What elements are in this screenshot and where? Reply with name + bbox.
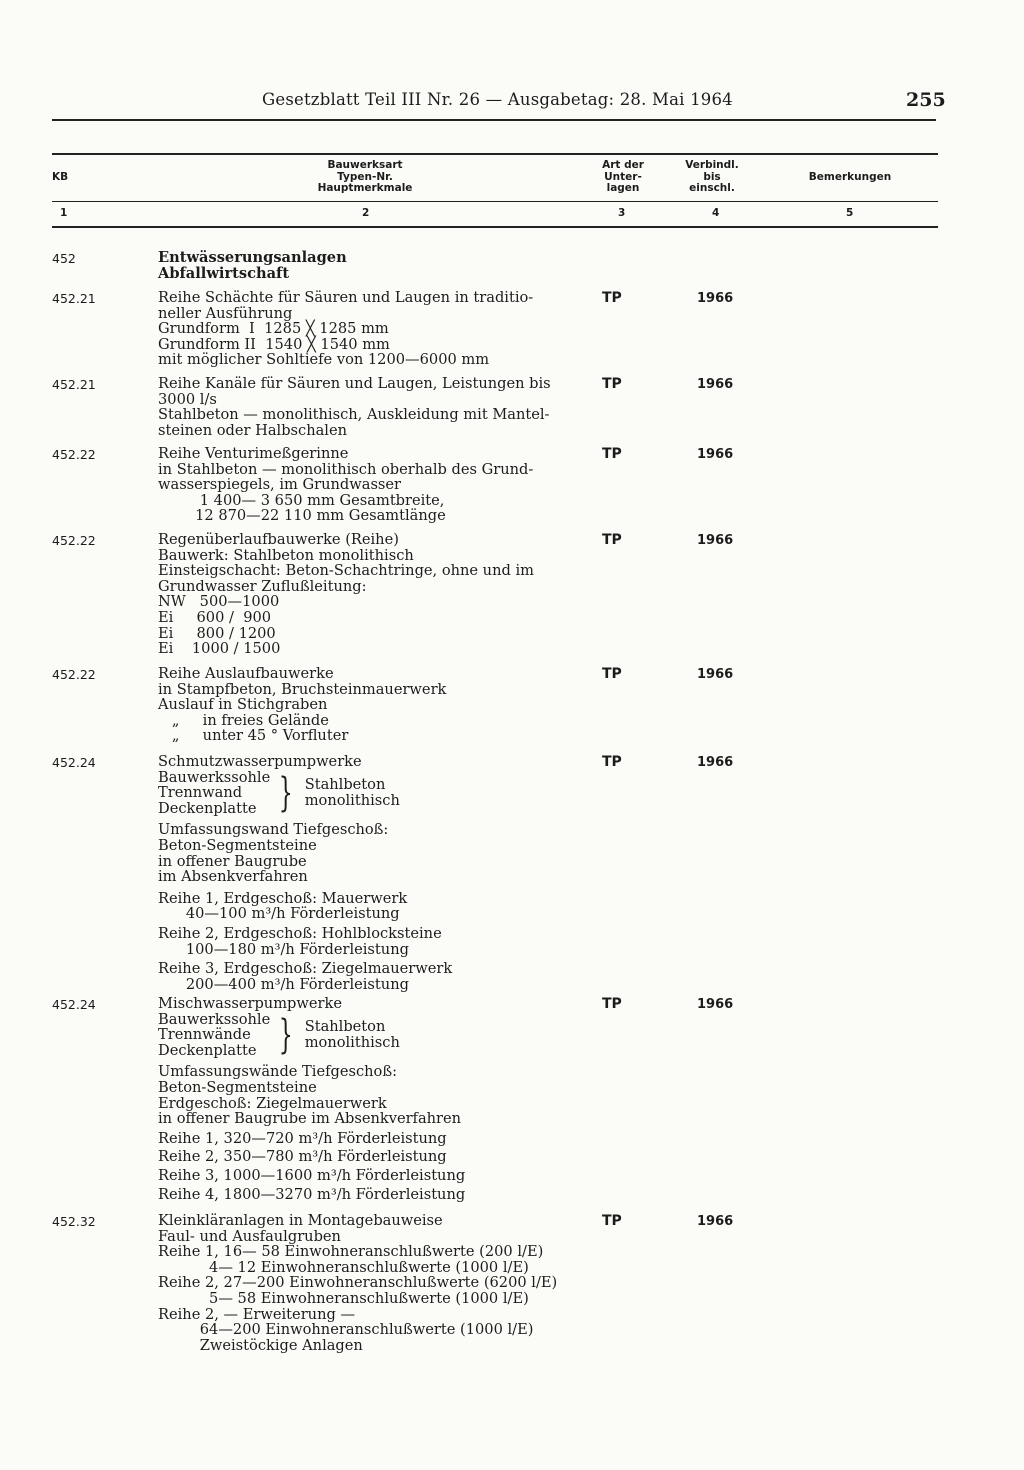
header-rule-bottom (52, 226, 938, 228)
row-description (158, 996, 465, 1202)
column-number-5: 5 (846, 207, 854, 219)
description-line: Umfassungswände Tiefgeschoß: (158, 1063, 397, 1081)
row-description (158, 290, 533, 368)
column-number-3: 3 (618, 207, 626, 219)
component-item: Deckenplatte (158, 799, 257, 817)
material-note-line: Stahlbeton (304, 1018, 386, 1036)
description-line: in Stampfbeton, Bruchsteinmauerwerk (158, 680, 447, 698)
row-kb: 452.22 (52, 447, 96, 462)
description-line: Grundform II 1540 ╳ 1540 mm (158, 335, 390, 353)
row-description (158, 666, 446, 744)
description-line: Kleinkläranlagen in Montagebauweise (158, 1212, 443, 1229)
description-line: Reihe 2, Erdgeschoß: Hohlblocksteine (158, 924, 442, 942)
description-line: Ei 1000 / 1500 (158, 640, 281, 658)
description-line: Reihe 1, 320—720 m³/h Förderleistung (158, 1129, 447, 1147)
description-line: NW 500—1000 (158, 593, 280, 611)
brace-glyph: } (278, 1011, 293, 1058)
material-note-line: monolithisch (304, 791, 400, 809)
row-description (158, 754, 452, 992)
description-line: 64—200 Einwohneranschlußwerte (1000 l/E) (158, 1321, 534, 1339)
description-line: Mischwasserpumpwerke (158, 995, 342, 1012)
top-rule (52, 119, 936, 121)
description-line: 1 400— 3 650 mm Gesamtbreite, (158, 491, 445, 509)
description-line: Stahlbeton — monolithisch, Auskleidung mit Mantel- (158, 406, 550, 424)
row-kb: 452.24 (52, 997, 96, 1012)
description-line: Beton-Segmentsteine (158, 836, 317, 854)
description-line: Erdgeschoß: Ziegelmauerwerk (158, 1094, 387, 1112)
description-line: Reihe 3, 1000—1600 m³/h Förderleistung (158, 1166, 466, 1184)
description-line: 5— 58 Einwohneranschlußwerte (1000 l/E) (158, 1289, 529, 1307)
description-line: Reihe 2, 27—200 Einwohneranschlußwerte (6200 l/E) (158, 1274, 558, 1292)
description-line: Reihe 1, 16— 58 Einwohneranschlußwerte (200 l/E) (158, 1243, 544, 1261)
description-line: 12 870—22 110 mm Gesamtlänge (158, 507, 446, 525)
description-line: Beton-Segmentsteine (158, 1078, 317, 1096)
row-art-der-unterlagen: TP (602, 532, 622, 548)
column-header-bemerkungen: Bemerkungen (808, 171, 892, 183)
description-line: in offener Baugrube im Absenkverfahren (158, 1110, 462, 1128)
description-line: 100—180 m³/h Förderleistung (158, 940, 409, 958)
description-line: in offener Baugrube (158, 852, 307, 870)
component-group (158, 770, 452, 817)
row-art-der-unterlagen: TP (602, 376, 622, 392)
description-line: „ in freies Gelände (158, 711, 329, 729)
row-art-der-unterlagen: TP (602, 446, 622, 462)
column-number-2: 2 (362, 207, 370, 219)
column-header-bauwerksart: Bauwerksart Typen-Nr. Hauptmerkmale (317, 159, 413, 194)
description-line: Schmutzwasserpumpwerke (158, 753, 362, 770)
row-art-der-unterlagen: TP (602, 1213, 622, 1229)
column-number-4: 4 (712, 207, 720, 219)
description-line: 200—400 m³/h Förderleistung (158, 975, 409, 993)
column-header-art-der-unterlagen: Art der Unter- lagen (602, 159, 644, 194)
row-art-der-unterlagen: TP (602, 754, 622, 770)
row-verbindlich-year: 1966 (697, 447, 734, 462)
description-line: Reihe Schächte für Säuren und Laugen in traditio- (158, 289, 534, 306)
material-note (305, 777, 400, 808)
component-item: Bauwerkssohle (158, 1010, 271, 1028)
section-heading (158, 250, 347, 281)
description-line: Reihe 3, Erdgeschoß: Ziegelmauerwerk (158, 960, 453, 978)
description-line: Grundform I 1285 ╳ 1285 mm (158, 320, 389, 338)
row-art-der-unterlagen: TP (602, 290, 622, 306)
description-line: Zweistöckige Anlagen (158, 1336, 363, 1354)
row-verbindlich-year: 1966 (697, 291, 734, 306)
description-line: 4— 12 Einwohneranschlußwerte (1000 l/E) (158, 1258, 529, 1276)
description-line: Umfassungswand Tiefgeschoß: (158, 821, 389, 839)
column-number-1: 1 (60, 207, 68, 219)
description-line: Einsteigschacht: Beton-Schachtringe, ohne und im (158, 562, 534, 580)
row-art-der-unterlagen: TP (602, 996, 622, 1012)
row-art-der-unterlagen: TP (602, 666, 622, 682)
material-note (305, 1019, 400, 1050)
row-kb: 452.22 (52, 667, 96, 682)
header-rule-mid (52, 201, 938, 202)
row-verbindlich-year: 1966 (697, 997, 734, 1012)
material-note-line: monolithisch (304, 1033, 400, 1051)
component-item: Deckenplatte (158, 1041, 257, 1059)
row-verbindlich-year: 1966 (697, 1214, 734, 1229)
description-line: mit möglicher Sohltiefe von 1200—6000 mm (158, 351, 490, 369)
description-line: Grundwasser Zuflußleitung: (158, 577, 367, 595)
running-head: Gesetzblatt Teil III Nr. 26 — Ausgabetag: 28. Mai 1964 (262, 90, 733, 109)
description-line: Reihe 1, Erdgeschoß: Mauerwerk (158, 889, 408, 907)
description-line: „ unter 45 ° Vorfluter (158, 727, 349, 745)
description-line: 3000 l/s (158, 390, 217, 408)
description-line: 40—100 m³/h Förderleistung (158, 905, 400, 923)
component-list (158, 1012, 270, 1059)
row-description (158, 446, 533, 524)
component-group (158, 1012, 465, 1059)
row-verbindlich-year: 1966 (697, 533, 734, 548)
component-list (158, 770, 270, 817)
row-description (158, 1213, 557, 1353)
section-kb: 452 (52, 251, 76, 266)
row-kb: 452.21 (52, 377, 96, 392)
column-header-kb: KB (52, 171, 69, 183)
description-line: Reihe 2, 350—780 m³/h Förderleistung (158, 1148, 447, 1166)
row-kb: 452.24 (52, 755, 96, 770)
row-description (158, 532, 534, 657)
row-description (158, 376, 551, 438)
description-line: in Stahlbeton — monolithisch oberhalb des Grund- (158, 460, 534, 478)
description-line: steinen oder Halbschalen (158, 421, 348, 439)
description-line: Reihe Venturimeßgerinne (158, 445, 349, 462)
description-line: Faul- und Ausfaulgruben (158, 1227, 341, 1245)
description-line: Regenüberlaufbauwerke (Reihe) (158, 531, 399, 548)
brace-glyph: } (278, 769, 293, 816)
component-item: Trennwand (158, 784, 243, 802)
row-kb: 452.32 (52, 1214, 96, 1229)
description-line: Auslauf in Stichgraben (158, 696, 328, 714)
description-line: Reihe 2, — Erweiterung — (158, 1305, 356, 1323)
description-line: Reihe 4, 1800—3270 m³/h Förderleistung (158, 1185, 466, 1203)
description-line: Reihe Kanäle für Säuren und Laugen, Leistungen bis (158, 375, 551, 392)
row-kb: 452.21 (52, 291, 96, 306)
description-line: Bauwerk: Stahlbeton monolithisch (158, 546, 414, 564)
row-verbindlich-year: 1966 (697, 755, 734, 770)
row-kb: 452.22 (52, 533, 96, 548)
component-item: Bauwerkssohle (158, 768, 271, 786)
column-header-verbindlich: Verbindl. bis einschl. (685, 159, 739, 194)
description-line: im Absenkverfahren (158, 868, 308, 886)
component-item: Trennwände (158, 1026, 251, 1044)
description-line: Ei 600 / 900 (158, 608, 272, 626)
header-rule-top (52, 153, 938, 155)
description-line: Reihe Auslaufbauwerke (158, 665, 334, 682)
description-line: wasserspiegels, im Grundwasser (158, 476, 402, 494)
row-verbindlich-year: 1966 (697, 667, 734, 682)
section-heading-line: Abfallwirtschaft (158, 264, 290, 282)
section-heading-line: Entwässerungsanlagen (158, 249, 347, 266)
description-line: neller Ausführung (158, 304, 293, 322)
material-note-line: Stahlbeton (304, 776, 386, 794)
row-verbindlich-year: 1966 (697, 377, 734, 392)
description-line: Ei 800 / 1200 (158, 624, 276, 642)
page-number: 255 (906, 89, 946, 111)
